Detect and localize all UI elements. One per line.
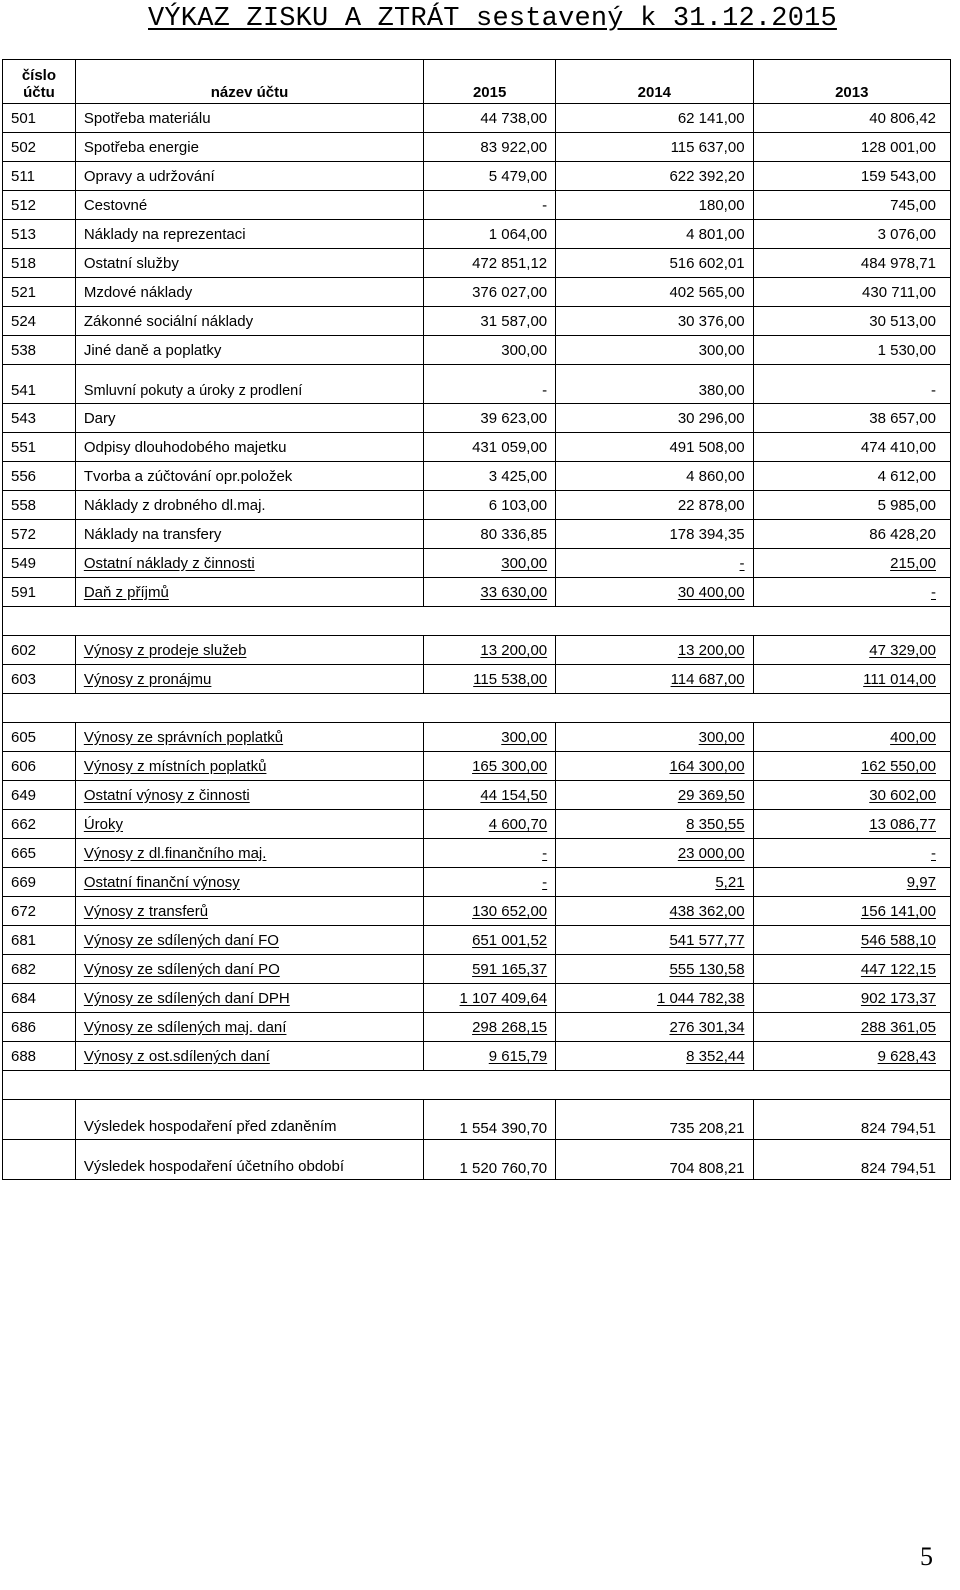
value-2013: 546 588,10 [753,926,950,955]
table-row [3,723,951,752]
value-2013: 30 513,00 [753,307,950,336]
account-code: 662 [3,810,76,839]
table-row [3,278,951,307]
account-name: Výnosy z místních poplatků [75,752,423,781]
value-2014: 5,21 [556,868,753,897]
value-2014: 115 637,00 [556,133,753,162]
account-name: Náklady na reprezentaci [75,220,423,249]
table-row [3,220,951,249]
account-name: Náklady z drobného dl.maj. [75,491,423,520]
spacer-row [3,694,951,723]
account-code: 669 [3,868,76,897]
account-code: 502 [3,133,76,162]
value-2014: 491 508,00 [556,433,753,462]
account-code: 549 [3,549,76,578]
value-2013: 824 794,51 [753,1100,950,1140]
value-2013: 474 410,00 [753,433,950,462]
account-code: 524 [3,307,76,336]
value-2014: 29 369,50 [556,781,753,810]
value-2015: 33 630,00 [424,578,556,607]
account-name: Daň z příjmů [75,578,423,607]
account-code: 513 [3,220,76,249]
value-2014: 541 577,77 [556,926,753,955]
account-code: 551 [3,433,76,462]
value-2014: 8 350,55 [556,810,753,839]
value-2013: 38 657,00 [753,404,950,433]
value-2014: 402 565,00 [556,278,753,307]
value-2015: 6 103,00 [424,491,556,520]
value-2013: 30 602,00 [753,781,950,810]
value-2015: - [424,868,556,897]
table-row [3,984,951,1013]
value-2015: 300,00 [424,549,556,578]
table-row [3,520,951,549]
account-name: Ostatní finanční výnosy [75,868,423,897]
value-2013: 86 428,20 [753,520,950,549]
value-2014: 30 400,00 [556,578,753,607]
value-2013: - [753,578,950,607]
value-2013: - [753,839,950,868]
value-2014: 178 394,35 [556,520,753,549]
table-row [3,839,951,868]
value-2013: 215,00 [753,549,950,578]
total-row [3,1140,951,1180]
account-name: Spotřeba materiálu [75,104,423,133]
value-2013: 128 001,00 [753,133,950,162]
value-2013: 1 530,00 [753,336,950,365]
account-code: 543 [3,404,76,433]
header-account-name: název účtu [75,60,423,104]
header-2015: 2015 [424,60,556,104]
account-name: Výnosy ze sdílených daní FO [75,926,423,955]
account-name: Výnosy z transferů [75,897,423,926]
account-code: 605 [3,723,76,752]
table-row [3,810,951,839]
account-name: Tvorba a zúčtování opr.položek [75,462,423,491]
value-2015: 431 059,00 [424,433,556,462]
value-2014: 62 141,00 [556,104,753,133]
report-title: VÝKAZ ZISKU A ZTRÁT sestavený k 31.12.2015 [148,4,837,34]
account-code: 512 [3,191,76,220]
value-2014: 4 801,00 [556,220,753,249]
value-2015: 165 300,00 [424,752,556,781]
account-name: Dary [75,404,423,433]
table-row [3,162,951,191]
account-code: 602 [3,636,76,665]
account-name: Výnosy ze sdílených daní PO [75,955,423,984]
value-2013: 288 361,05 [753,1013,950,1042]
table-row [3,578,951,607]
value-2014: 300,00 [556,336,753,365]
value-2014: 516 602,01 [556,249,753,278]
value-2014: 4 860,00 [556,462,753,491]
value-2015: 83 922,00 [424,133,556,162]
account-code: 686 [3,1013,76,1042]
table-row [3,868,951,897]
account-code: 521 [3,278,76,307]
table-row [3,433,951,462]
account-code: 672 [3,897,76,926]
account-name: Náklady na transfery [75,520,423,549]
table-row [3,249,951,278]
account-code: 518 [3,249,76,278]
table-row [3,752,951,781]
value-2015: 31 587,00 [424,307,556,336]
table-row [3,491,951,520]
value-2014: 164 300,00 [556,752,753,781]
value-2014: 622 392,20 [556,162,753,191]
value-2014: 1 044 782,38 [556,984,753,1013]
table-row [3,462,951,491]
value-2013: - [753,365,950,404]
header-account-code: číslo účtu [3,60,76,104]
account-name: Výnosy ze sdílených maj. daní [75,1013,423,1042]
table-row [3,926,951,955]
account-code: 665 [3,839,76,868]
account-name: Výnosy z ost.sdílených daní [75,1042,423,1071]
account-code: 682 [3,955,76,984]
result-label: Výsledek hospodaření účetního období [75,1140,423,1180]
value-2013: 3 076,00 [753,220,950,249]
value-2014: 438 362,00 [556,897,753,926]
value-2015: 130 652,00 [424,897,556,926]
account-code: 572 [3,520,76,549]
value-2013: 47 329,00 [753,636,950,665]
value-2015: 3 425,00 [424,462,556,491]
account-name: Odpisy dlouhodobého majetku [75,433,423,462]
value-2013: 5 985,00 [753,491,950,520]
value-2015: - [424,191,556,220]
value-2015: 115 538,00 [424,665,556,694]
account-code: 684 [3,984,76,1013]
value-2014: 22 878,00 [556,491,753,520]
table-row [3,133,951,162]
table-row [3,1013,951,1042]
account-code: 591 [3,578,76,607]
account-code: 681 [3,926,76,955]
value-2013: 745,00 [753,191,950,220]
account-name: Výnosy z pronájmu [75,665,423,694]
table-row [3,1042,951,1071]
spacer-row [3,607,951,636]
account-code: 501 [3,104,76,133]
table-row [3,897,951,926]
value-2014: - [556,549,753,578]
value-2013: 9,97 [753,868,950,897]
value-2013: 13 086,77 [753,810,950,839]
value-2013: 902 173,37 [753,984,950,1013]
page-number: 5 [920,1542,933,1571]
table-row [3,549,951,578]
value-2015: 1 064,00 [424,220,556,249]
value-2015: - [424,839,556,868]
header-2014: 2014 [556,60,753,104]
value-2013: 40 806,42 [753,104,950,133]
value-2015: 1 107 409,64 [424,984,556,1013]
value-2014: 23 000,00 [556,839,753,868]
value-2013: 159 543,00 [753,162,950,191]
table-row [3,365,951,404]
account-name: Výnosy z prodeje služeb [75,636,423,665]
account-name: Zákonné sociální náklady [75,307,423,336]
table-row [3,781,951,810]
value-2015: 4 600,70 [424,810,556,839]
value-2014: 114 687,00 [556,665,753,694]
table-row [3,665,951,694]
value-2014: 735 208,21 [556,1100,753,1140]
account-code: 688 [3,1042,76,1071]
table-row [3,955,951,984]
value-2015: 300,00 [424,336,556,365]
account-code: 603 [3,665,76,694]
account-code: 541 [3,365,76,404]
table-row [3,636,951,665]
value-2015: 1 520 760,70 [424,1140,556,1180]
account-name: Jiné daně a poplatky [75,336,423,365]
value-2013: 400,00 [753,723,950,752]
value-2015: 591 165,37 [424,955,556,984]
value-2015: 298 268,15 [424,1013,556,1042]
value-2014: 300,00 [556,723,753,752]
value-2015: 651 001,52 [424,926,556,955]
table-row [3,404,951,433]
value-2015: 39 623,00 [424,404,556,433]
table-row [3,104,951,133]
spacer-row [3,1071,951,1100]
account-name: Výnosy ze sdílených daní DPH [75,984,423,1013]
value-2013: 156 141,00 [753,897,950,926]
value-2013: 447 122,15 [753,955,950,984]
value-2014: 13 200,00 [556,636,753,665]
account-code: 649 [3,781,76,810]
value-2015: 13 200,00 [424,636,556,665]
value-2015: 1 554 390,70 [424,1100,556,1140]
account-code: 558 [3,491,76,520]
account-code: 606 [3,752,76,781]
value-2013: 111 014,00 [753,665,950,694]
value-2013: 162 550,00 [753,752,950,781]
account-name: Ostatní služby [75,249,423,278]
value-2014: 30 296,00 [556,404,753,433]
value-2015: 9 615,79 [424,1042,556,1071]
value-2014: 555 130,58 [556,955,753,984]
account-name: Výnosy ze správních poplatků [75,723,423,752]
value-2013: 9 628,43 [753,1042,950,1071]
value-2015: - [424,365,556,404]
profit-loss-table [2,59,951,1180]
header-2013: 2013 [753,60,950,104]
table-row [3,336,951,365]
table-header [3,60,951,104]
table-row [3,307,951,336]
account-name: Úroky [75,810,423,839]
account-name: Opravy a udržování [75,162,423,191]
account-name: Smluvní pokuty a úroky z prodlení [75,365,423,404]
value-2014: 180,00 [556,191,753,220]
value-2013: 4 612,00 [753,462,950,491]
value-2014: 30 376,00 [556,307,753,336]
value-2013: 430 711,00 [753,278,950,307]
value-2015: 5 479,00 [424,162,556,191]
account-name: Cestovné [75,191,423,220]
value-2015: 44 154,50 [424,781,556,810]
account-name: Mzdové náklady [75,278,423,307]
account-name: Spotřeba energie [75,133,423,162]
account-name: Ostatní výnosy z činnosti [75,781,423,810]
value-2014: 704 808,21 [556,1140,753,1180]
total-row [3,1100,951,1140]
account-code: 511 [3,162,76,191]
value-2015: 472 851,12 [424,249,556,278]
table-row [3,191,951,220]
value-2014: 8 352,44 [556,1042,753,1071]
value-2013: 824 794,51 [753,1140,950,1180]
value-2014: 276 301,34 [556,1013,753,1042]
value-2015: 44 738,00 [424,104,556,133]
value-2015: 80 336,85 [424,520,556,549]
value-2013: 484 978,71 [753,249,950,278]
account-name: Výnosy z dl.finančního maj. [75,839,423,868]
value-2014: 380,00 [556,365,753,404]
account-code: 538 [3,336,76,365]
account-code: 556 [3,462,76,491]
value-2015: 300,00 [424,723,556,752]
result-label: Výsledek hospodaření před zdaněním [75,1100,423,1140]
value-2015: 376 027,00 [424,278,556,307]
account-name: Ostatní náklady z činnosti [75,549,423,578]
